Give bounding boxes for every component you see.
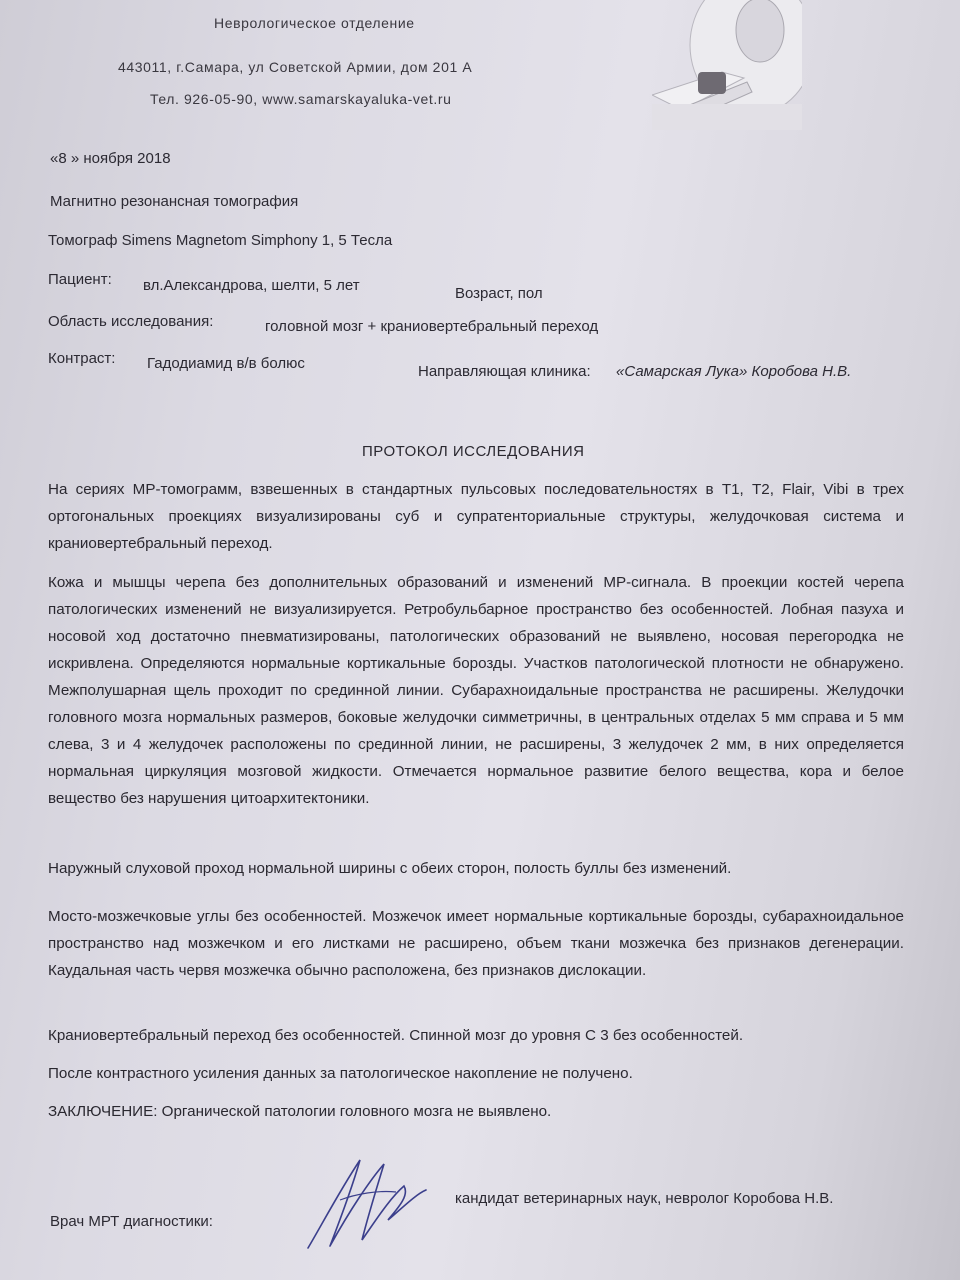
protocol-paragraph-5: Краниовертебральный переход без особенностей. Спинной мозг до уровня С 3 без особенностей. <box>48 1027 744 1044</box>
doctor-credentials: кандидат ветеринарных наук, невролог Коробова Н.В. <box>455 1190 834 1207</box>
region-label: Область исследования: <box>48 313 214 330</box>
protocol-paragraph-1: На сериях МР-томограмм, взвешенных в стандартных пульсовых последовательностях в Т1, Т2, Flair, Vibi в трех ортогональных проекциях визуализированы суб и супратенториальные структуры, желудочковая система и краниовертебральный переход. <box>48 481 904 552</box>
patient-value: вл.Александрова, шелти, 5 лет <box>143 277 360 294</box>
clinic-contacts: Тел. 926-05-90, www.samarskayaluka-vet.ru <box>150 91 452 107</box>
age-sex-label: Возраст, пол <box>455 285 543 302</box>
mri-scanner-image <box>652 0 802 130</box>
contrast-value: Гадодиамид в/в болюс <box>147 355 305 372</box>
contrast-label: Контраст: <box>48 350 116 367</box>
referring-clinic-value: «Самарская Лука» Коробова Н.В. <box>616 363 852 380</box>
report-date: «8 » ноября 2018 <box>50 150 171 167</box>
protocol-paragraph-2: Кожа и мышцы черепа без дополнительных образований и изменений МР-сигнала. В проекции костей черепа патологических изменений не визуализируется. Ретробульбарное пространство без особенностей. Лобная пазуха и носовой ход достаточно пневматизированы, патологических образований не выявлено, носовая перегородка не искривлена. Определяются нормальные кортикальные борозды. Участков патологической плотности не обнаружено. Межполушарная щель проходит по срединной линии. Субарахноидальные пространства не расширены. Желудочки головного мозга нормальных размеров, боковые желудочки симметричны, в центральных отделах 5 мм справа и 5 мм слева, 3 и 4 желудочек расположены по срединной линии, не расширены, 3 желудочек 2 мм, в них определяется нормальная циркуляция мозговой жидкости. Отмечается нормальное развитие белого вещества, кора и белое вещество без нарушения цитоархитектоники. <box>48 574 904 807</box>
patient-label: Пациент: <box>48 271 112 288</box>
protocol-title: ПРОТОКОЛ ИССЛЕДОВАНИЯ <box>362 443 585 460</box>
protocol-paragraph-6: После контрастного усиления данных за патологическое накопление не получено. <box>48 1065 633 1082</box>
device-name: Томограф Simens Magnetom Simphony 1, 5 Тесла <box>48 232 393 249</box>
doctor-signature <box>300 1150 430 1255</box>
protocol-paragraph-3: Наружный слуховой проход нормальной ширины с обеих сторон, полость буллы без изменений. <box>48 860 732 877</box>
region-value: головной мозг + краниовертебральный переход <box>265 318 599 335</box>
department-name: Неврологическое отделение <box>214 15 415 31</box>
conclusion: ЗАКЛЮЧЕНИЕ: Органической патологии головного мозга не выявлено. <box>48 1103 552 1120</box>
referring-clinic-label: Направляющая клиника: <box>418 363 591 380</box>
study-type: Магнитно резонансная томография <box>50 193 299 210</box>
doctor-label: Врач МРТ диагностики: <box>50 1213 213 1230</box>
clinic-address: 443011, г.Самара, ул Советской Армии, дом 201 А <box>118 59 473 75</box>
protocol-paragraph-4: Мосто-мозжечковые углы без особенностей. Мозжечок имеет нормальные кортикальные борозды, субарахноидальное пространство над мозжечком и его листками не расширено, объем ткани мозжечка без признаков дегенерации. Каудальная часть червя мозжечка обычно расположена, без признаков дислокации. <box>48 908 904 979</box>
